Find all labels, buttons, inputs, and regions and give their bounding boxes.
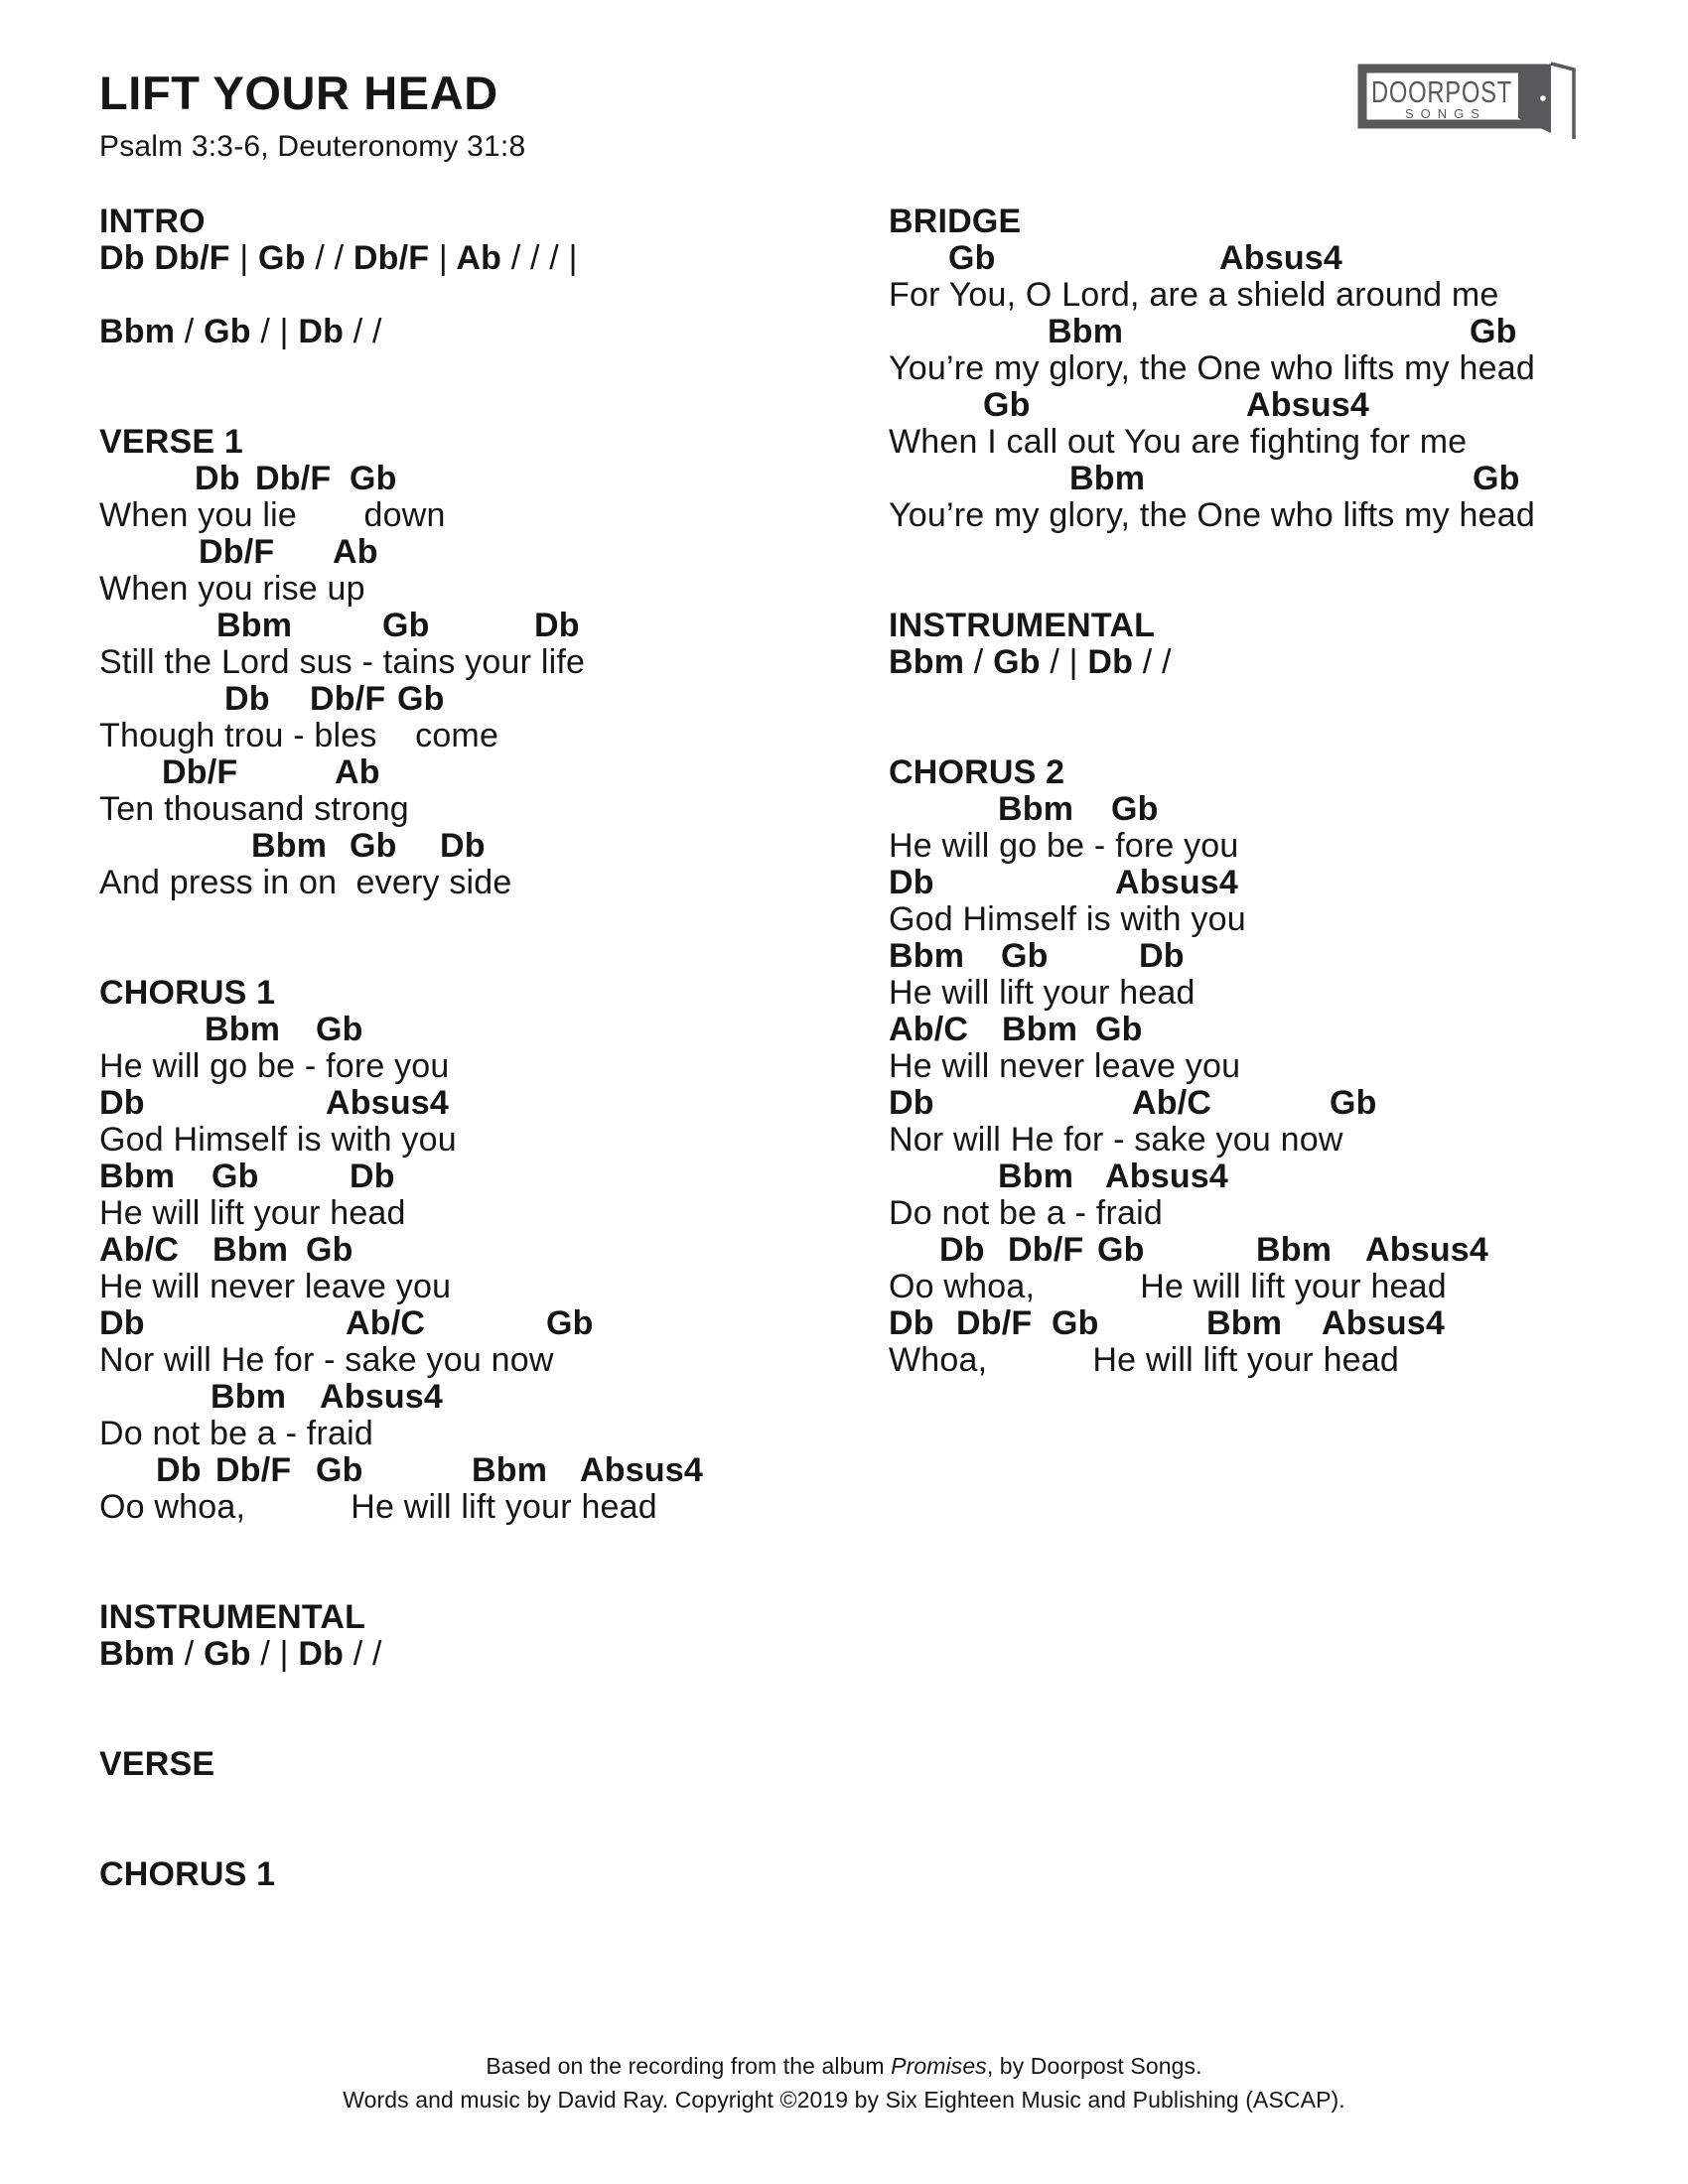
chord: Gb	[306, 1231, 353, 1269]
chord: Db	[939, 1231, 985, 1269]
chord-row	[99, 681, 854, 718]
doorpost-logo-icon	[1356, 56, 1603, 145]
chord: Ab/C	[889, 1011, 969, 1048]
chord-row	[99, 608, 854, 644]
chord-row	[99, 828, 854, 865]
chord: Db	[195, 460, 240, 497]
chord-row	[889, 240, 1663, 277]
chord: Bbm	[1048, 313, 1124, 350]
chord: Gb	[1097, 1231, 1145, 1269]
chord: Bbm	[889, 643, 965, 681]
rhythm-mark: |	[429, 239, 448, 277]
rhythm-mark: |	[229, 239, 249, 277]
chord: Gb	[1052, 1304, 1099, 1342]
chord-row	[99, 1085, 854, 1122]
song-title: LIFT YOUR HEAD	[99, 67, 498, 119]
chord: Db/F	[215, 1451, 292, 1489]
section-heading: INSTRUMENTAL	[99, 1598, 366, 1636]
chord: Gb	[248, 239, 306, 277]
chord-row	[99, 1305, 854, 1342]
lyric-line: And press in on every side	[99, 864, 512, 901]
chord: Db/F	[144, 239, 230, 277]
song-section	[99, 975, 854, 1526]
chord: Bbm	[998, 1158, 1074, 1195]
door-knob-icon	[1540, 95, 1546, 101]
logo-wordmark: DOORPOST	[1371, 74, 1512, 109]
song-section	[889, 754, 1663, 1379]
chord: Ab/C	[1132, 1084, 1212, 1122]
rhythm-mark: /	[175, 313, 195, 350]
chord: Ab	[333, 533, 378, 571]
chord: Ab/C	[346, 1304, 426, 1342]
chord: Bbm	[1002, 1011, 1078, 1048]
rhythm-mark: /	[324, 239, 345, 277]
chord: Absus4	[1115, 864, 1239, 901]
chord: Bbm	[889, 937, 965, 975]
lyric-line: Oo whoa, He will lift your head	[889, 1268, 1447, 1305]
chord: Db/F	[956, 1304, 1033, 1342]
chord: Bbm	[1256, 1231, 1333, 1269]
chord: Gb	[1001, 937, 1049, 975]
chord-row	[99, 534, 854, 571]
chord: Gb	[397, 680, 445, 718]
chord: Db	[350, 1158, 395, 1195]
chord-row	[889, 1012, 1663, 1048]
left-column	[99, 204, 854, 1967]
rhythm-mark: /	[1040, 643, 1060, 681]
section-heading: INTRO	[99, 203, 206, 240]
album-name: Promises	[891, 2053, 987, 2079]
rhythm-mark: /	[250, 313, 271, 350]
lyric-line: God Himself is with you	[889, 900, 1246, 938]
scripture-reference: Psalm 3:3-6, Deuteronomy 31:8	[99, 130, 526, 163]
lyric-line: He will never leave you	[99, 1268, 452, 1305]
lyric-line: He will go be - fore you	[889, 827, 1239, 865]
chord: Gb	[1330, 1084, 1377, 1122]
door-frame-icon	[1551, 64, 1574, 139]
chord: Gb	[382, 607, 430, 644]
chord: Absus4	[1105, 1158, 1229, 1195]
rhythm-mark: /	[539, 239, 559, 277]
chord: Gb	[1111, 790, 1159, 828]
chord-row	[889, 461, 1663, 497]
chord: Ab/C	[99, 1231, 180, 1269]
chord: Db/F	[162, 753, 238, 791]
chord-row	[889, 865, 1663, 901]
right-column	[889, 204, 1663, 1452]
logo-subtext: SONGS	[1405, 106, 1486, 121]
lyric-line: When you lie down	[99, 496, 446, 534]
chord-row	[889, 1085, 1663, 1122]
chord: Absus4	[320, 1378, 444, 1416]
chord: Bbm	[205, 1011, 281, 1048]
chord: Db	[534, 607, 580, 644]
lyric-line: He will lift your head	[99, 1194, 406, 1232]
chord: Gb	[316, 1011, 363, 1048]
rhythm-mark: /	[362, 313, 382, 350]
lyric-line: Do not be a - fraid	[889, 1194, 1163, 1232]
chord: Absus4	[1246, 386, 1370, 424]
chord: Gb	[211, 1158, 259, 1195]
chord-row	[889, 387, 1663, 424]
chord: Gb	[546, 1304, 594, 1342]
song-section	[99, 424, 854, 901]
lyric-line: Whoa, He will lift your head	[889, 1341, 1400, 1379]
chord: Absus4	[1365, 1231, 1489, 1269]
chord-row	[99, 1452, 854, 1489]
lyric-line: He will lift your head	[889, 974, 1196, 1012]
rhythm-mark: /	[1152, 643, 1172, 681]
chord: Db	[224, 680, 270, 718]
rhythm-mark: /	[520, 239, 540, 277]
doorpost-songs-logo	[1356, 56, 1603, 145]
chord: Bbm	[99, 1635, 176, 1673]
chord: Db	[1077, 643, 1134, 681]
chord: Gb	[316, 1451, 363, 1489]
chord: Db	[99, 1084, 145, 1122]
lyric-line: Nor will He for - sake you now	[99, 1341, 554, 1379]
chord: Absus4	[1219, 239, 1343, 277]
chord-row	[889, 314, 1663, 350]
chord: Bbm	[99, 1158, 176, 1195]
lyric-line: Oo whoa, He will lift your head	[99, 1488, 657, 1526]
chord: Db	[288, 313, 345, 350]
section-heading: BRIDGE	[889, 203, 1022, 240]
chord: Bbm	[251, 827, 328, 865]
chord: Bbm	[472, 1451, 548, 1489]
chord: Bbm	[1206, 1304, 1283, 1342]
chord: Gb	[350, 460, 397, 497]
chord-progression-line	[99, 1636, 854, 1673]
chord: Gb	[983, 643, 1041, 681]
footer-text: Based on the recording from the album	[486, 2053, 892, 2079]
chord-row	[99, 1159, 854, 1195]
lyric-line: He will never leave you	[889, 1047, 1241, 1085]
song-section	[99, 1746, 854, 1783]
rhythm-mark: /	[964, 643, 984, 681]
lyric-line: When you rise up	[99, 570, 365, 608]
chord-row	[99, 1012, 854, 1048]
chord-row	[889, 1232, 1663, 1269]
chord-row	[889, 791, 1663, 828]
lyric-line: Still the Lord sus - tains your life	[99, 643, 586, 681]
chord-row	[99, 754, 854, 791]
chord: Db	[889, 1084, 934, 1122]
section-heading: CHORUS 1	[99, 974, 276, 1012]
rhythm-mark: |	[270, 1635, 289, 1673]
rhythm-mark: /	[501, 239, 521, 277]
rhythm-mark: /	[1133, 643, 1153, 681]
chord-row	[99, 461, 854, 497]
chord: Db	[889, 864, 934, 901]
chord: Bbm	[99, 313, 176, 350]
chord: Db	[889, 1304, 934, 1342]
chord: Db/F	[344, 239, 430, 277]
song-section	[889, 204, 1663, 534]
footer-credit-line2: Words and music by David Ray. Copyright ©2019 by Six Eighteen Music and Publishing (ASCAP).	[343, 2087, 1345, 2113]
lyric-line: You’re my glory, the One who lifts my head	[889, 349, 1535, 387]
chord: Gb	[1470, 313, 1517, 350]
chord: Db/F	[199, 533, 275, 571]
chord: Db	[99, 1304, 145, 1342]
chord: Bbm	[998, 790, 1074, 828]
chord-row	[889, 1305, 1663, 1342]
chord: Absus4	[326, 1084, 450, 1122]
chord-progression-line	[99, 314, 854, 350]
chord: Bbm	[216, 607, 293, 644]
rhythm-mark: |	[270, 313, 289, 350]
lyric-line: He will go be - fore you	[99, 1047, 450, 1085]
lyric-line: For You, O Lord, are a shield around me	[889, 276, 1499, 314]
song-section	[99, 1856, 854, 1893]
chord: Bbm	[1069, 460, 1146, 497]
chord: Gb	[1095, 1011, 1143, 1048]
song-section	[99, 204, 854, 350]
section-heading: CHORUS 1	[99, 1855, 276, 1893]
footer-credit-line1	[0, 2049, 1688, 2083]
lyric-line: Nor will He for - sake you now	[889, 1121, 1343, 1159]
chord: Ab	[447, 239, 502, 277]
chord: Db	[288, 1635, 345, 1673]
chord: Db	[156, 1451, 202, 1489]
chord-progression-line	[99, 240, 854, 277]
rhythm-mark: /	[250, 1635, 271, 1673]
rhythm-mark: /	[344, 1635, 363, 1673]
chord: Db/F	[310, 680, 386, 718]
chord-row	[99, 1379, 854, 1416]
footer-credits	[0, 2049, 1688, 2116]
lyric-line: Ten thousand strong	[99, 790, 409, 828]
rhythm-mark: /	[305, 239, 325, 277]
chord-progression-line	[889, 644, 1663, 681]
chord: Gb	[983, 386, 1031, 424]
page-header	[99, 66, 525, 164]
section-heading: INSTRUMENTAL	[889, 607, 1156, 644]
section-heading: VERSE 1	[99, 423, 244, 461]
chord-row	[889, 1159, 1663, 1195]
song-section	[889, 608, 1663, 681]
chord: Db/F	[255, 460, 332, 497]
chord: Db	[99, 239, 145, 277]
spacer	[99, 277, 854, 314]
section-heading: VERSE	[99, 1745, 215, 1783]
lyric-line: God Himself is with you	[99, 1121, 457, 1159]
chord: Gb	[194, 313, 251, 350]
rhythm-mark: |	[558, 239, 578, 277]
lyric-line: When I call out You are fighting for me	[889, 423, 1468, 461]
chord: Gb	[1473, 460, 1520, 497]
footer-text: , by Doorpost Songs.	[986, 2053, 1202, 2079]
lyric-line: Do not be a - fraid	[99, 1415, 373, 1452]
chord: Gb	[948, 239, 996, 277]
chord: Bbm	[211, 1378, 287, 1416]
chord: Db/F	[1008, 1231, 1084, 1269]
rhythm-mark: /	[362, 1635, 382, 1673]
chord: Bbm	[212, 1231, 289, 1269]
chord: Db	[1139, 937, 1185, 975]
rhythm-mark: /	[175, 1635, 195, 1673]
chord: Absus4	[1322, 1304, 1446, 1342]
chord-row	[99, 1232, 854, 1269]
song-section	[99, 1599, 854, 1673]
chord: Gb	[350, 827, 397, 865]
chord: Ab	[335, 753, 380, 791]
chord: Db	[440, 827, 486, 865]
rhythm-mark: |	[1059, 643, 1078, 681]
chord: Gb	[194, 1635, 251, 1673]
lyric-line: Though trou - bles come	[99, 717, 499, 754]
lyric-line: You’re my glory, the One who lifts my head	[889, 496, 1535, 534]
chord: Absus4	[580, 1451, 704, 1489]
chord-row	[889, 938, 1663, 975]
section-heading: CHORUS 2	[889, 753, 1065, 791]
rhythm-mark: /	[344, 313, 363, 350]
